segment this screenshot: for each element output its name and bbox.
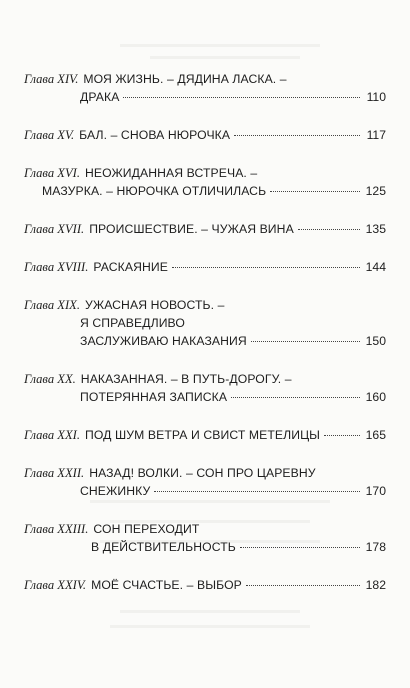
- chapter-title: В ДЕЙСТВИТЕЛЬНОСТЬ: [91, 540, 236, 554]
- dot-leader: [270, 191, 360, 192]
- chapter-title: МОЯ ЖИЗНЬ. – ДЯДИНА ЛАСКА. –: [83, 72, 287, 86]
- chapter-label: Глава XIV.: [24, 72, 79, 86]
- page-number: 165: [365, 428, 386, 442]
- chapter-label: Глава XXIII.: [24, 522, 89, 536]
- toc-line: [24, 538, 386, 556]
- chapter-title: ПОД ШУМ ВЕТРА И СВИСТ МЕТЕЛИЦЫ: [85, 428, 321, 442]
- chapter-title: НАЗАД! ВОЛКИ. – СОН ПРО ЦАРЕВНУ: [89, 466, 316, 480]
- page-number: 135: [365, 222, 386, 236]
- toc-entry: [24, 126, 386, 144]
- chapter-title: МАЗУРКА. – НЮРОЧКА ОТЛИЧИЛАСЬ: [42, 184, 267, 198]
- toc-line: [24, 88, 386, 106]
- page-number: 160: [365, 390, 386, 404]
- chapter-label: Глава XIX.: [24, 298, 80, 312]
- toc-entry: [24, 576, 386, 594]
- show-through-line: [110, 625, 310, 628]
- toc-line: [24, 520, 386, 538]
- page-number: 125: [365, 184, 386, 198]
- show-through-line: [120, 44, 320, 47]
- chapter-title: Я СПРАВЕДЛИВО: [80, 316, 185, 330]
- toc-line: [24, 70, 386, 88]
- dot-leader: [172, 267, 360, 268]
- dot-leader: [240, 547, 360, 548]
- chapter-label: Глава XV.: [24, 128, 75, 142]
- chapter-label: Глава XX.: [24, 372, 76, 386]
- chapter-title: РАСКАЯНИЕ: [93, 260, 168, 274]
- chapter-title: ЗАСЛУЖИВАЮ НАКАЗАНИЯ: [80, 334, 247, 348]
- toc-line: [24, 332, 386, 350]
- toc-entry: [24, 220, 386, 238]
- toc-line: [24, 464, 386, 482]
- dot-leader: [251, 341, 360, 342]
- chapter-title: ДРАКА: [80, 90, 120, 104]
- toc-line: [24, 164, 386, 182]
- toc-entry: [24, 164, 386, 200]
- toc-line: [24, 388, 386, 406]
- chapter-title: БАЛ. – СНОВА НЮРОЧКА: [79, 128, 231, 142]
- page-number: 144: [365, 260, 386, 274]
- toc-entry: [24, 520, 386, 556]
- toc-entry: [24, 258, 386, 276]
- toc-entry: [24, 426, 386, 444]
- chapter-title: НЕОЖИДАННАЯ ВСТРЕЧА. –: [85, 166, 258, 180]
- table-of-contents: [24, 70, 386, 614]
- chapter-title: НАКАЗАННАЯ. – В ПУТЬ-ДОРОГУ. –: [80, 372, 292, 386]
- toc-line: [24, 296, 386, 314]
- toc-line: [24, 126, 386, 144]
- toc-line: [24, 576, 386, 594]
- page-number: 110: [366, 90, 386, 104]
- toc-entry: [24, 464, 386, 500]
- chapter-label: Глава XVI.: [24, 166, 80, 180]
- chapter-label: Глава XXIV.: [24, 578, 87, 592]
- toc-line: [24, 220, 386, 238]
- dot-leader: [234, 135, 360, 136]
- chapter-label: Глава XVIII.: [24, 260, 89, 274]
- page-number: 150: [365, 334, 386, 348]
- chapter-title: СОН ПЕРЕХОДИТ: [93, 522, 200, 536]
- chapter-title: МОЁ СЧАСТЬЕ. – ВЫБОР: [91, 578, 242, 592]
- toc-entry: [24, 70, 386, 106]
- toc-line: [24, 370, 386, 388]
- toc-line: [24, 314, 386, 332]
- dot-leader: [246, 585, 360, 586]
- toc-line: [24, 258, 386, 276]
- dot-leader: [298, 229, 360, 230]
- chapter-title: ПОТЕРЯННАЯ ЗАПИСКА: [80, 390, 228, 404]
- dot-leader: [154, 491, 360, 492]
- dot-leader: [324, 435, 360, 436]
- chapter-title: УЖАСНАЯ НОВОСТЬ. –: [85, 298, 225, 312]
- toc-entry: [24, 296, 386, 350]
- page-number: 117: [366, 128, 386, 142]
- show-through-line: [150, 56, 300, 59]
- page-number: 178: [365, 540, 386, 554]
- toc-line: [24, 482, 386, 500]
- dot-leader: [231, 397, 360, 398]
- chapter-title: ПРОИСШЕСТВИЕ. – ЧУЖАЯ ВИНА: [89, 222, 294, 236]
- toc-entry: [24, 370, 386, 406]
- chapter-title: СНЕЖИНКУ: [80, 484, 151, 498]
- dot-leader: [123, 97, 360, 98]
- page-number: 170: [365, 484, 386, 498]
- chapter-label: Глава XXII.: [24, 466, 85, 480]
- page-number: 182: [365, 578, 386, 592]
- chapter-label: Глава XXI.: [24, 428, 80, 442]
- toc-line: [24, 182, 386, 200]
- chapter-label: Глава XVII.: [24, 222, 85, 236]
- toc-line: [24, 426, 386, 444]
